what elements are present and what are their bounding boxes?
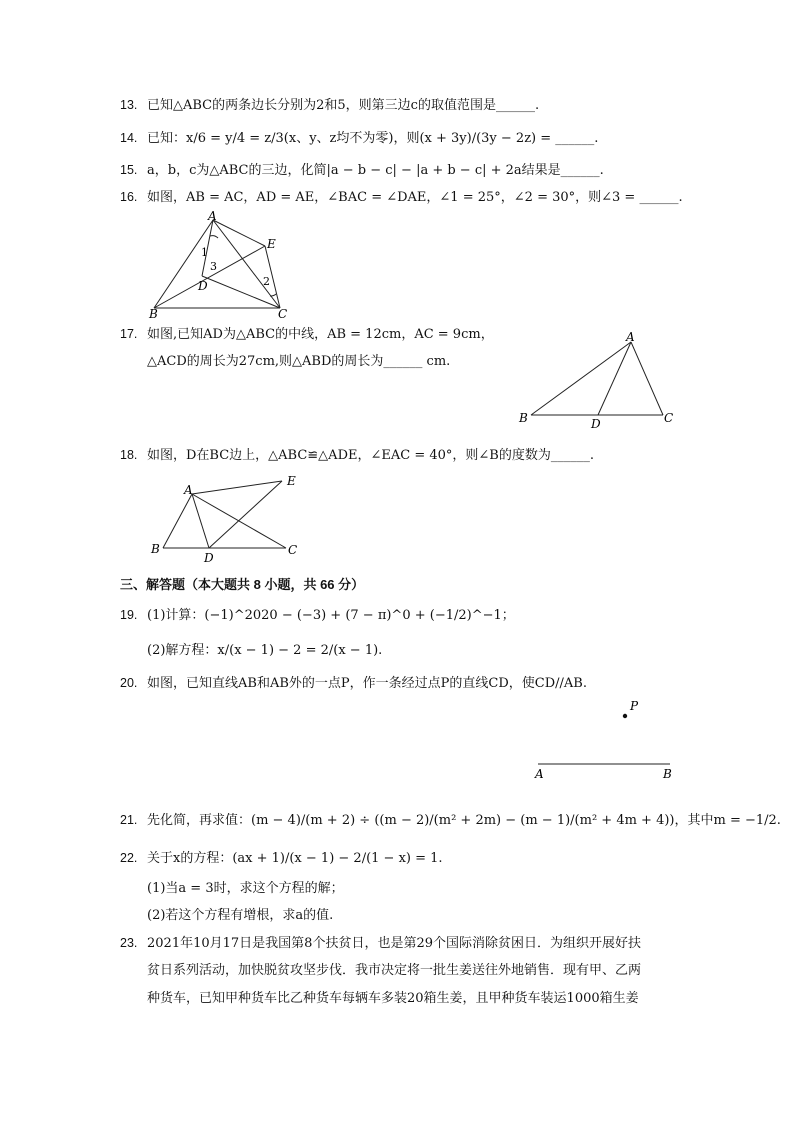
label-P: P [630, 699, 639, 713]
section-heading: 三、解答题（本大题共 8 小题，共 66 分） [120, 577, 365, 592]
question-text: 2021年10月17日是我国第8个扶贫日，也是第29个国际消除贫困日．为组织开展好扶 [147, 936, 641, 951]
question-text: (1)计算：(−1)^2020 − (−3) + (7 − π)^0 + (−1/2)^−1； [147, 608, 515, 623]
question-number: 17. [120, 327, 138, 341]
question-text: 先化简，再求值：(m − 4)/(m + 2) ÷ ((m − 2)/(m² + 2m) − (m − 1)/(m² + 4m + 4))，其中m = −1/2. [147, 813, 781, 828]
question-text: 如图，AB = AC，AD = AE，∠BAC = ∠DAE，∠1 = 25°，∠2 = 30°，则∠3 = ______. [147, 190, 683, 205]
label-E: E [287, 474, 296, 488]
question-text: 已知：x/6 = y/4 = z/3(x、y、z均不为零)，则(x + 3y)/(3y − 2z) = ______. [147, 131, 599, 146]
label-B: B [151, 542, 160, 556]
label-E: E [267, 237, 276, 251]
label-C: C [278, 307, 288, 320]
label-D: D [204, 551, 214, 565]
question-20 [120, 674, 587, 693]
question-18 [120, 446, 594, 465]
question-23-line-2: 贫日系列活动，加快脱贫攻坚步伐．我市决定将一批生姜送往外地销售．现有甲、乙两 [147, 963, 642, 978]
label-A: A [626, 330, 635, 344]
question-16 [120, 188, 683, 207]
question-23-line-3: 种货车，已知甲种货车比乙种货车每辆车多装20箱生姜，且甲种货车装运1000箱生姜 [147, 991, 639, 1006]
label-D: D [591, 417, 601, 431]
question-number: 13. [120, 98, 138, 112]
question-14 [120, 129, 598, 148]
label-B: B [519, 411, 528, 425]
figure-16 [140, 208, 300, 320]
question-text: 如图,已知AD为△ABC的中线，AB = 12cm，AC = 9cm， [147, 327, 494, 342]
angle-1-label: 1 [201, 246, 208, 259]
question-13 [120, 96, 539, 115]
question-22-part-1: (1)当a = 3时，求这个方程的解； [147, 881, 344, 896]
figure-20 [528, 696, 688, 784]
label-C: C [288, 543, 298, 557]
question-19 [120, 606, 515, 625]
label-B: B [149, 307, 158, 320]
question-number: 22. [120, 851, 138, 865]
figure-17 [514, 328, 684, 432]
label-C: C [664, 411, 674, 425]
question-number: 15. [120, 163, 138, 177]
question-number: 23. [120, 936, 138, 950]
question-21 [120, 811, 781, 830]
label-D: D [198, 279, 208, 293]
question-number: 16. [120, 190, 138, 204]
question-text: 关于x的方程：(ax + 1)/(x − 1) − 2/(1 − x) = 1. [147, 851, 443, 866]
angle-2-label: 2 [263, 275, 270, 288]
figure-18 [146, 470, 306, 565]
question-17 [120, 325, 494, 344]
angle-3-label: 3 [210, 260, 217, 273]
label-A: A [184, 483, 193, 497]
question-22-part-2: (2)若这个方程有增根，求a的值. [147, 908, 334, 923]
question-number: 20. [120, 676, 138, 690]
question-text: a，b，c为△ABC的三边，化简|a − b − c| − |a + b − c| + 2a结果是______. [147, 163, 604, 178]
label-A: A [535, 767, 544, 781]
question-15 [120, 161, 604, 180]
question-22 [120, 849, 443, 868]
question-19-part-2: (2)解方程：x/(x − 1) − 2 = 2/(x − 1). [147, 643, 383, 658]
label-B: B [663, 767, 672, 781]
question-number: 18. [120, 448, 138, 462]
question-text: 已知△ABC的两条边长分别为2和5，则第三边c的取值范围是______. [147, 98, 540, 113]
question-23 [120, 934, 641, 953]
question-number: 19. [120, 608, 138, 622]
question-number: 14. [120, 131, 138, 145]
question-17-continued: △ACD的周长为27cm,则△ABD的周长为______ cm. [147, 354, 451, 369]
label-A: A [208, 209, 217, 223]
question-text: 如图，已知直线AB和AB外的一点P，作一条经过点P的直线CD，使CD//AB. [147, 676, 587, 691]
question-number: 21. [120, 813, 138, 827]
question-text: 如图，D在BC边上，△ABC≌△ADE，∠EAC = 40°，则∠B的度数为______. [147, 448, 594, 463]
